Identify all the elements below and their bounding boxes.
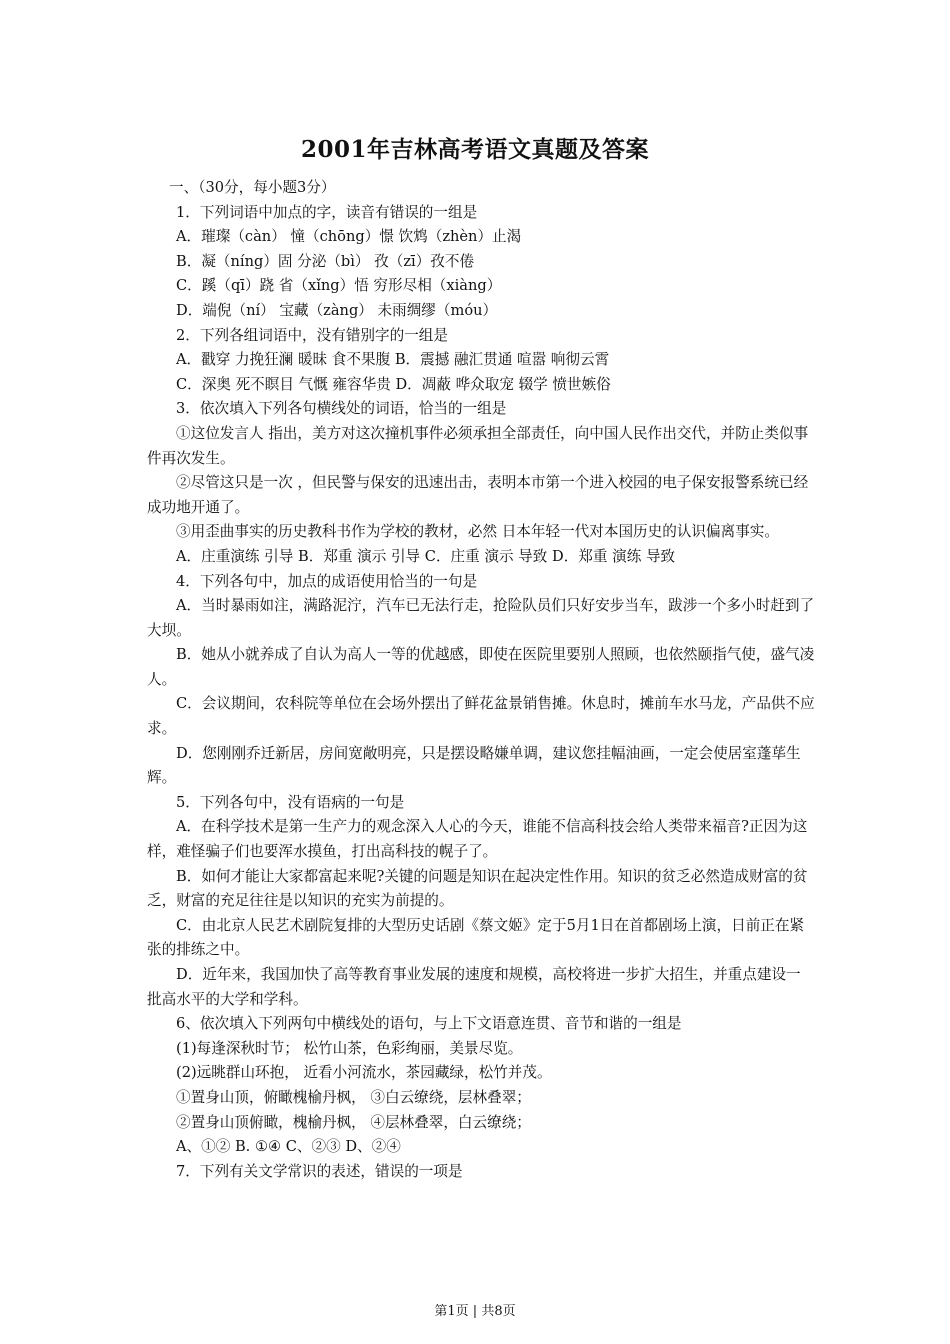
text-line: B．她从小就养成了自认为高人一等的优越感，即使在医院里要别人照顾，也依然颐指气使，盛气凌人。 bbox=[147, 646, 815, 688]
text-line: 3．依次填入下列各句横线处的词语，恰当的一组是 bbox=[176, 400, 507, 418]
text-line: A．庄重演练 引导 B．郑重 演示 引导 C．庄重 演示 导致 D．郑重 演练 导致 bbox=[176, 547, 676, 565]
text-line: B．凝（níng）固 分泌（bì） 孜（zī）孜不倦 bbox=[176, 252, 475, 270]
text-line: 一、（30分，每小题3分） bbox=[169, 179, 336, 196]
text-line: D．您刚刚乔迁新居，房间宽敞明亮，只是摆设略嫌单调，建议您挂幅油画，一定会使居室蓬荜生辉。 bbox=[147, 744, 801, 787]
text-line: D．端倪（ní） 宝藏（zàng） 未雨绸缪（móu） bbox=[176, 301, 498, 319]
text-line: 4．下列各句中，加点的成语使用恰当的一句是 bbox=[176, 572, 478, 590]
text-line: 2．下列各组词语中，没有错别字的一组是 bbox=[176, 326, 448, 344]
text-line: 7．下列有关文学常识的表述，错误的一项是 bbox=[176, 1162, 463, 1180]
text-line: A．璀璨（càn） 憧（chōng）憬 饮鸩（zhèn）止渴 bbox=[176, 228, 522, 246]
text-line: (2)远眺群山环抱， 近看小河流水，茶园藏绿，松竹并茂。 bbox=[176, 1064, 552, 1082]
text-line: C．会议期间，农科院等单位在会场外摆出了鲜花盆景销售摊。休息时，摊前车水马龙，产品供不应求。 bbox=[147, 695, 815, 738]
text-line: ②置身山顶俯瞰，槐榆丹枫， ④层林叠翠，白云缭绕； bbox=[176, 1113, 531, 1131]
text-line: C．深奥 死不瞑目 气慨 雍容华贵 D．凋蔽 哗众取宠 辍学 愤世嫉俗 bbox=[176, 375, 611, 393]
text-line: 5．下列各句中，没有语病的一句是 bbox=[176, 793, 405, 811]
page-title: 2001年吉林高考语文真题及答案 bbox=[300, 136, 649, 163]
page-footer: 第1页 | 共8页 bbox=[434, 1304, 516, 1319]
text-line: D．近年来，我国加快了高等教育事业发展的速度和规模，高校将进一步扩大招生，并重点建设一批高水平的大学和学科。 bbox=[147, 966, 801, 1008]
text-line: A．戳穿 力挽狂澜 暖昧 食不果腹 B．震撼 融汇贯通 喧嚣 响彻云霄 bbox=[176, 351, 610, 369]
text-line: A、①② B. ①④ C、②③ D、②④ bbox=[176, 1138, 401, 1156]
document-body bbox=[147, 176, 815, 1184]
text-line: (1)每逢深秋时节； 松竹山茶，色彩绚丽，美景尽览。 bbox=[176, 1039, 523, 1057]
text-line: A．当时暴雨如注，满路泥泞，汽车已无法行走，抢险队员们只好安步当车，跋涉一个多小时赶到了大坝。 bbox=[147, 597, 815, 639]
text-line: A．在科学技术是第一生产力的观念深入人心的今天，谁能不信高科技会给人类带来福音?正因为这样，难怪骗子们也要浑水摸鱼，打出高科技的幌子了。 bbox=[147, 818, 808, 861]
text-line: B．如何才能让大家都富起来呢?关键的问题是知识在起决定性作用。知识的贫乏必然造成财富的贫乏，财富的充足往往是以知识的充实为前提的。 bbox=[147, 867, 808, 910]
text-line: 6、依次填入下列两句中横线处的语句，与上下文语意连贯、音节和谐的一组是 bbox=[176, 1015, 682, 1033]
text-line: C．由北京人民艺术剧院复排的大型历史话剧《蔡文姬》定于5月1日在首都剧场上演，日前正在紧张的排练之中。 bbox=[147, 916, 805, 959]
text-line: 1．下列词语中加点的字，读音有错误的一组是 bbox=[176, 203, 478, 221]
text-line: ①这位发言人 指出，美方对这次撞机事件必须承担全部责任，向中国人民作出交代，并防止类似事件再次发生。 bbox=[147, 424, 809, 467]
text-line: ②尽管这只是一次 ，但民警与保安的迅速出击，表明本市第一个进入校园的电子保安报警系统已经成功地开通了。 bbox=[147, 474, 809, 516]
text-line: ①置身山顶，俯瞰槐榆丹枫， ③白云缭绕，层林叠翠； bbox=[176, 1088, 531, 1106]
text-line: ③用歪曲事实的历史教科书作为学校的教材，必然 日本年轻一代对本国历史的认识偏离事实。 bbox=[176, 523, 779, 541]
text-line: C．蹊（qī）跷 省（xǐng）悟 穷形尽相（xiàng） bbox=[176, 277, 502, 295]
